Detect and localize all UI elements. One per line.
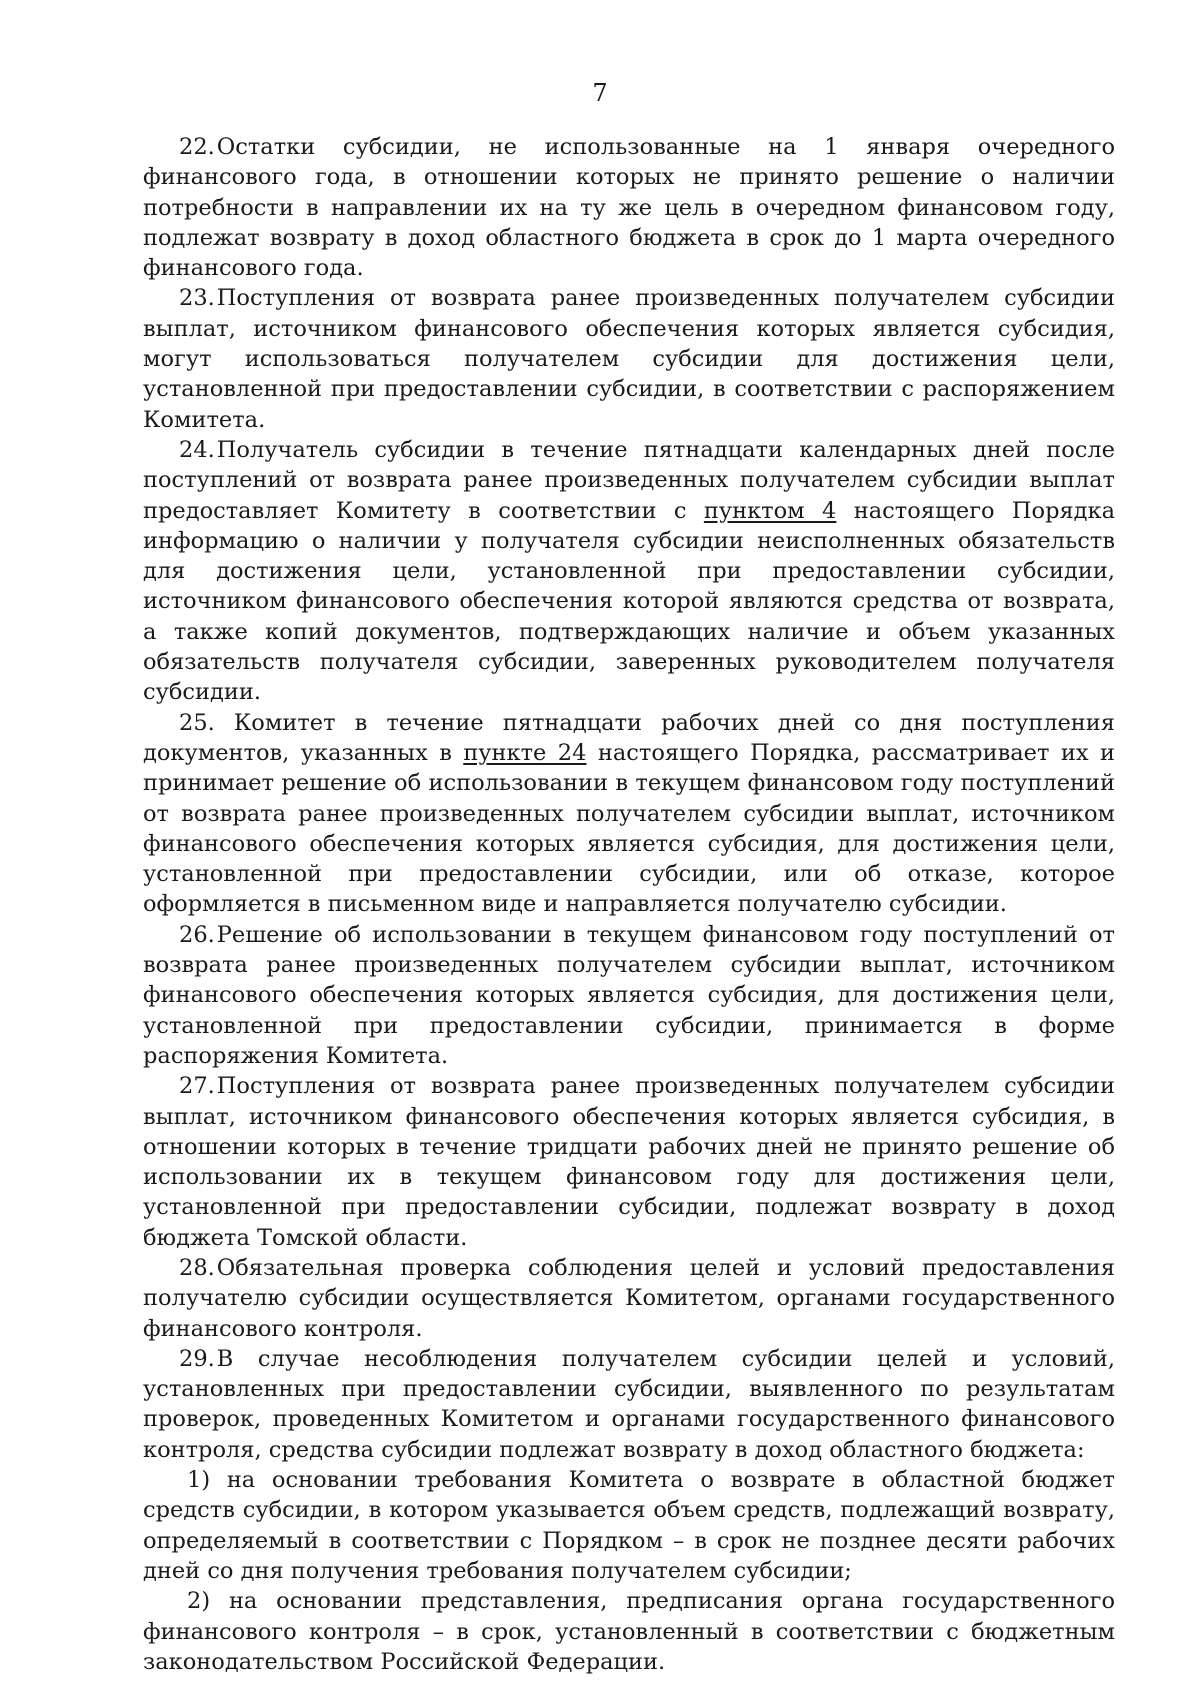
document-body xyxy=(143,132,1115,1677)
paragraph-26 xyxy=(143,920,1115,1071)
paragraph-number: 28. xyxy=(179,1254,215,1281)
clause-4-link[interactable]: пунктом 4 xyxy=(703,497,837,524)
paragraph-text: Обязательная проверка соблюдения целей и условий предоставления получателю субсидии осуществляется Комитетом, органами государственного финансового контроля. xyxy=(143,1254,1115,1342)
paragraph-25 xyxy=(143,708,1115,920)
paragraph-number: 29. xyxy=(179,1345,215,1372)
paragraph-text: на основании требования Комитета о возврате в областной бюджет средств субсидии, в котором указывается объем средств, подлежащий возврату, определяемый в соответствии с Порядком – в срок не позднее десяти рабочих дней со дня получения требования получателем субсидии; xyxy=(143,1467,1116,1584)
paragraph-24 xyxy=(143,435,1115,708)
paragraph-text: Комитет в течение пятнадцати рабочих дней со дня поступления документов, указанных в xyxy=(143,709,1115,766)
paragraph-text: на основании представления, предписания органа государственного финансового контроля – в срок, установленный в соответствии с бюджетным законодательством Российской Федерации. xyxy=(143,1588,1116,1675)
paragraph-number: 24. xyxy=(179,436,215,463)
subparagraph-1 xyxy=(143,1465,1115,1586)
paragraph-27 xyxy=(143,1071,1115,1253)
subparagraph-number: 2) xyxy=(187,1588,229,1615)
paragraph-number: 23. xyxy=(179,285,215,312)
paragraph-text: Остатки субсидии, не использованные на 1 января очередного финансового года, в отношении которых не принято решение о наличии потребности в направлении их на ту же цель в очередном финансовом году, подлежат возврату в доход областного бюджета в срок до 1 марта очередного финансового года. xyxy=(143,134,1115,282)
paragraph-text: Поступления от возврата ранее произведенных получателем субсидии выплат, источником финансового обеспечения которых является субсидия, в отношении которых в течение тридцати рабочих дней не принято решение об использовании их в текущем финансовом году для достижения цели, установленной при предоставлении субсидии, подлежат возврату в доход бюджета Томской области. xyxy=(143,1073,1115,1251)
paragraph-number: 25. xyxy=(179,709,234,736)
paragraph-23 xyxy=(143,283,1115,434)
paragraph-22 xyxy=(143,132,1115,283)
page-number: 7 xyxy=(592,79,608,107)
paragraph-number: 22. xyxy=(179,134,215,160)
paragraph-text: настоящего Порядка информацию о наличии у получателя субсидии неисполненных обязательств для достижения цели, установленной при предоставлении субсидии, источником финансового обеспечения которой являются средства от возврата, а также копий документов, подтверждающих наличие и объем указанных обязательств получателя субсидии, заверенных руководителем получателя субсидии. xyxy=(143,497,1116,706)
paragraph-text: Поступления от возврата ранее произведенных получателем субсидии выплат, источником финансового обеспечения которых является субсидия, могут использоваться получателем субсидии для достижения цели, установленной при предоставлении субсидии, в соответствии с распоряжением Комитета. xyxy=(143,285,1115,433)
paragraph-text: Получатель субсидии в течение пятнадцати календарных дней после поступлений от возврата ранее произведенных получателем субсидии выплат предоставляет Комитету в соответствии с xyxy=(143,436,1115,524)
paragraph-text: Решение об использовании в текущем финансовом году поступлений от возврата ранее произведенных получателем субсидии выплат, источником финансового обеспечения которых является субсидия, для достижения цели, установленной при предоставлении субсидии, принимается в форме распоряжения Комитета. xyxy=(143,921,1115,1069)
paragraph-number: 26. xyxy=(179,921,215,948)
paragraph-28 xyxy=(143,1253,1115,1344)
paragraph-29 xyxy=(143,1344,1115,1465)
subparagraph-number: 1) xyxy=(187,1467,227,1494)
paragraph-text: В случае несоблюдения получателем субсидии целей и условий, установленных при предоставлении субсидии, выявленного по результатам проверок, проведенных Комитетом и органами государственного финансового контроля, средства субсидии подлежат возврату в доход областного бюджета: xyxy=(143,1345,1115,1463)
paragraph-text: настоящего Порядка, рассматривает их и принимает решение об использовании в текущем финансовом году поступлений от возврата ранее произведенных получателем субсидии выплат, источником финансового обеспечения которых является субсидия, для достижения цели, установленной при предоставлении субсидии, или об отказе, которое оформляется в письменном виде и направляется получателю субсидии. xyxy=(143,739,1115,918)
subparagraph-2 xyxy=(143,1586,1115,1677)
clause-24-link[interactable]: пункте 24 xyxy=(463,739,587,766)
paragraph-number: 27. xyxy=(179,1073,215,1100)
